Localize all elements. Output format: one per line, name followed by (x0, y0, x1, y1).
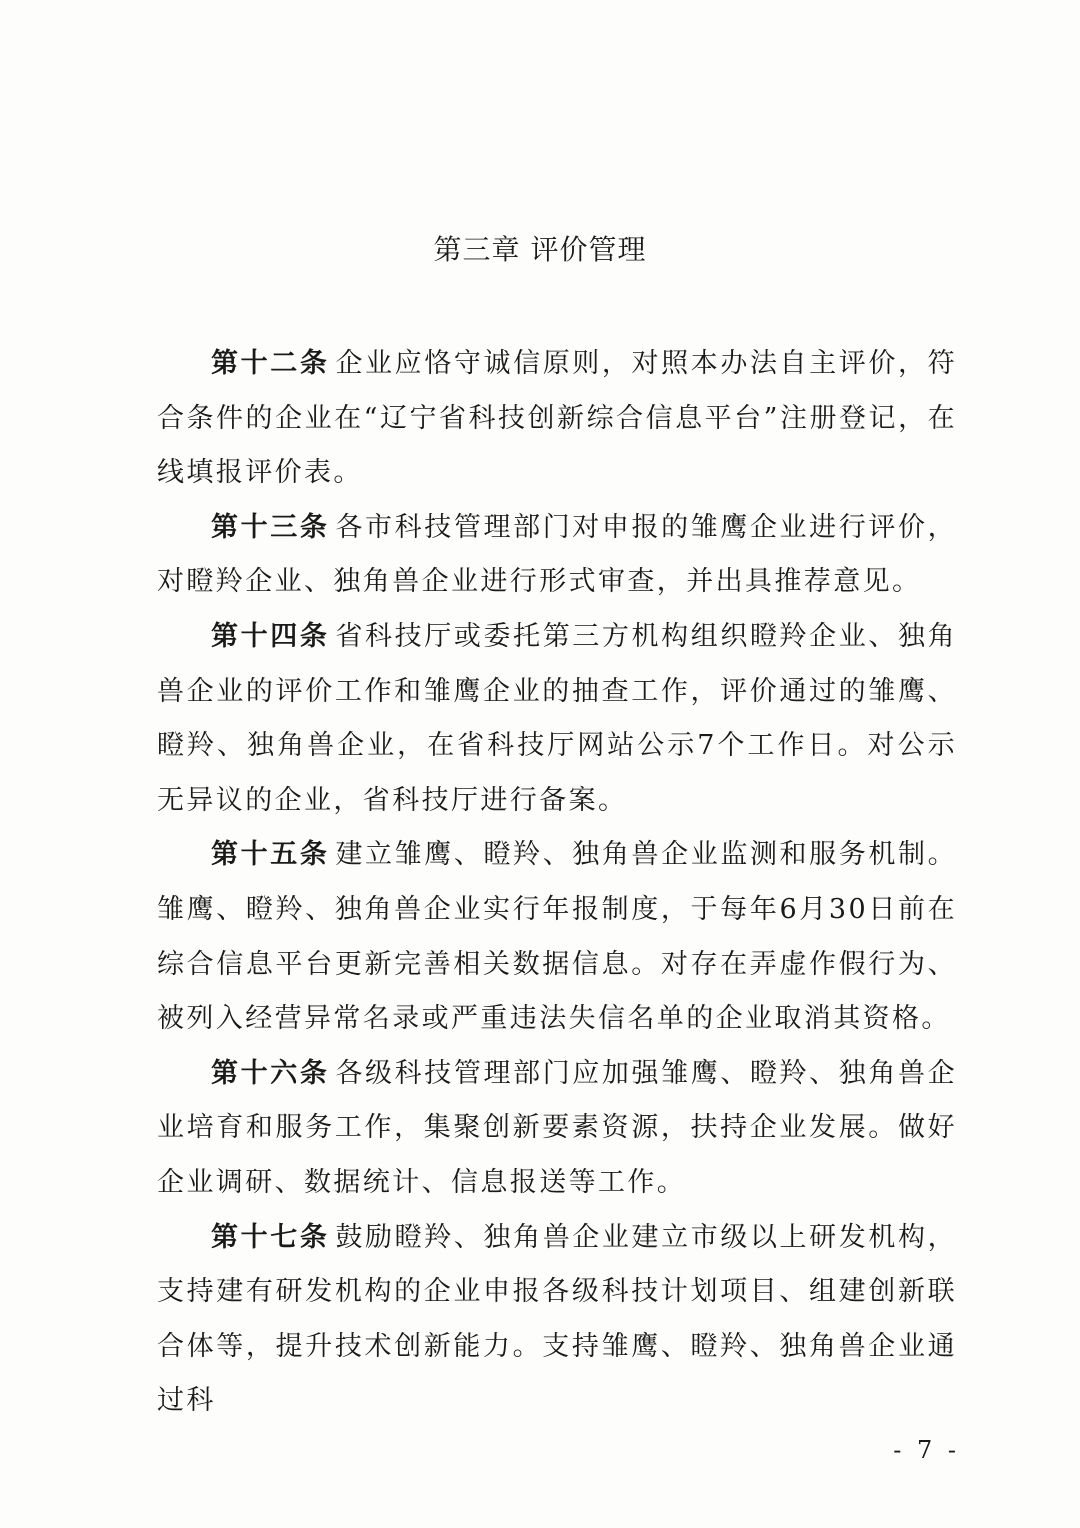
article-heading: 第十六条 (211, 1057, 330, 1089)
article-heading: 第十二条 (211, 348, 330, 379)
article-15 (157, 828, 957, 1046)
article-heading: 第十四条 (211, 620, 330, 652)
article-12 (157, 337, 957, 501)
article-text: 各级科技管理部门应加强雏鹰、瞪羚、独角兽企业培育和服务工作，集聚创新要素资源，扶持企业发展。做好企业调研、数据统计、信息报送等工作。 (157, 1057, 957, 1198)
article-text: 鼓励瞪羚、独角兽企业建立市级以上研发机构，支持建有研发机构的企业申报各级科技计划项目、组建创新联合体等，提升技术创新能力。支持雏鹰、瞪羚、独角兽企业通过科 (157, 1221, 957, 1417)
article-heading: 第十七条 (211, 1221, 330, 1253)
article-14 (157, 610, 957, 828)
article-16 (157, 1047, 957, 1211)
article-text: 省科技厅或委托第三方机构组织瞪羚企业、独角兽企业的评价工作和雏鹰企业的抽查工作，评价通过的雏鹰、瞪羚、独角兽企业，在省科技厅网站公示7个工作日。对公示无异议的企业，省科技厅进行备案。 (157, 620, 957, 816)
article-text: 建立雏鹰、瞪羚、独角兽企业监测和服务机制。雏鹰、瞪羚、独角兽企业实行年报制度，于每年6月30日前在综合信息平台更新完善相关数据信息。对存在弄虚作假行为、被列入经营异常名录或严重违法失信名单的企业取消其资格。 (157, 839, 957, 1035)
article-text: 企业应恪守诚信原则，对照本办法自主评价，符合条件的企业在“辽宁省科技创新综合信息平台”注册登记，在线填报评价表。 (157, 348, 957, 489)
chapter-title: 第三章 评价管理 (433, 233, 647, 266)
article-heading: 第十三条 (211, 511, 330, 543)
article-13 (157, 501, 957, 610)
article-17 (157, 1211, 957, 1429)
article-list (157, 337, 957, 1429)
page-number: - 7 - (893, 1436, 960, 1464)
article-heading: 第十五条 (211, 839, 330, 871)
article-text: 各市科技管理部门对申报的雏鹰企业进行评价，对瞪羚企业、独角兽企业进行形式审查，并出具推荐意见。 (157, 511, 957, 598)
